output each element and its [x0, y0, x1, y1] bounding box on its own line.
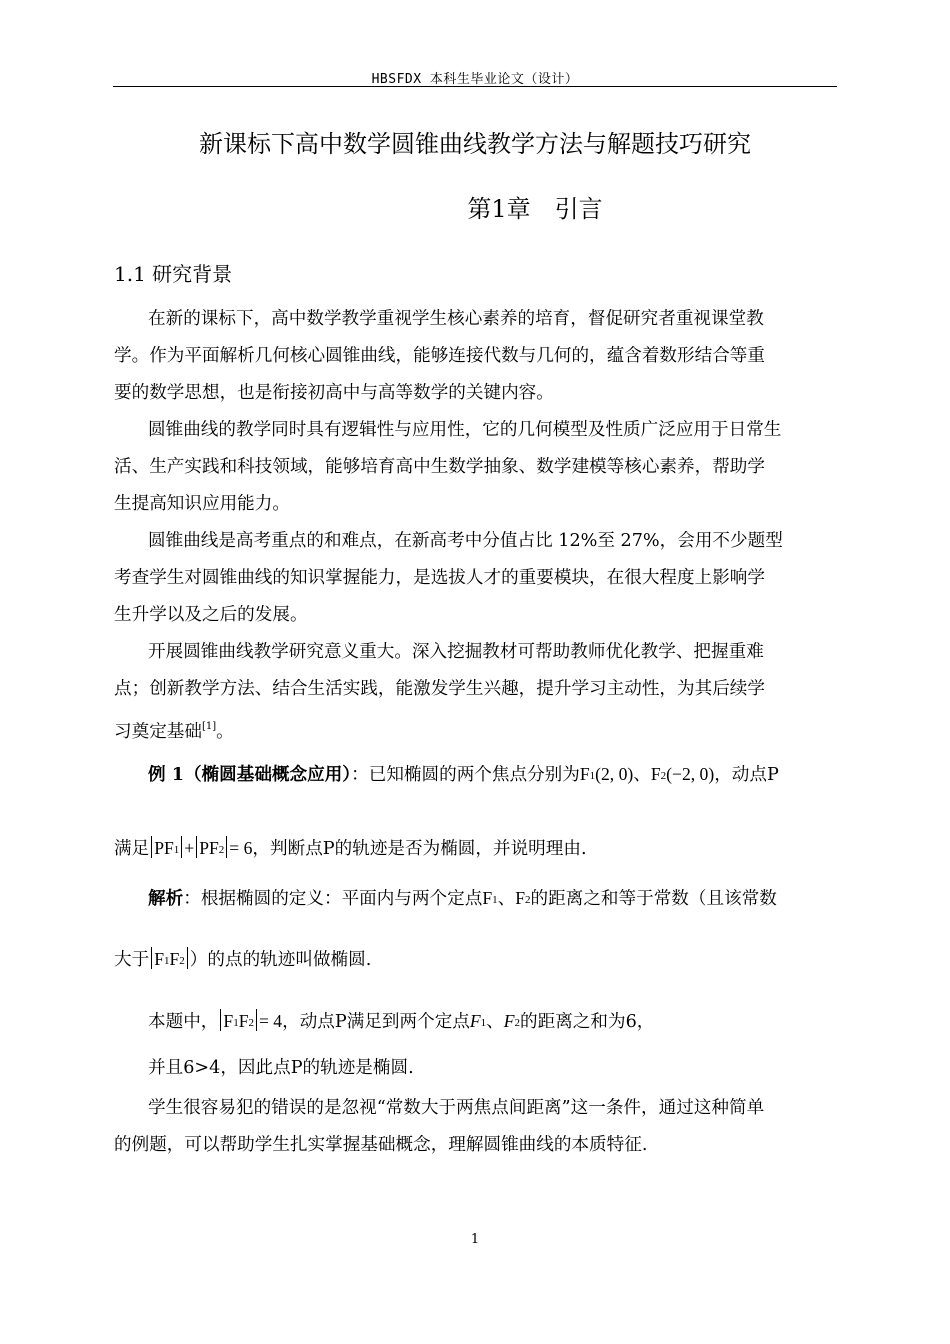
paragraph-3-line-2: 考查学生对圆锥曲线的知识掌握能力，是选拔人才的重要模块，在很大程度上影响学	[114, 568, 765, 588]
l3-if2-sub: 2	[514, 1017, 520, 1029]
closing-line-2: 的例题，可以帮助学生扎实掌握基础概念，理解圆锥曲线的本质特征.	[114, 1135, 648, 1155]
abs-bar	[226, 836, 227, 858]
closing-line-1: 学生很容易犯的错误的是忽视“常数大于两焦点间距离”这一条件，通过这种简单	[148, 1098, 765, 1118]
paragraph-1-line-2: 学。作为平面解析几何核心圆锥曲线，能够连接代数与几何的，蕴含着数形结合等重	[114, 346, 765, 366]
sol-f2: F	[515, 888, 526, 908]
page-header: HBSFDX 本科生毕业论文（设计）	[371, 72, 579, 87]
example-line-2-a: 满足	[114, 839, 150, 859]
l3-f1-sub: 1	[233, 1017, 239, 1029]
sol-f1: F	[482, 888, 493, 908]
example-sep: 、	[633, 765, 651, 785]
sol-ff-sub1: 1	[164, 955, 170, 967]
solution-line-2-a: 大于	[114, 950, 150, 970]
sol-f2-sub: 2	[525, 894, 531, 906]
example-line-2	[114, 830, 587, 869]
l3-f2: F	[238, 1011, 249, 1031]
paragraph-3-line-3: 生升学以及之后的发展。	[114, 605, 308, 625]
l3-if2: F	[503, 1011, 515, 1031]
paragraph-4-line-3	[114, 708, 234, 751]
solution-line-2-b: ）的点的轨迹叫做椭圆.	[189, 950, 372, 970]
solution-line-4: 并且6>4，因此点P的轨迹是椭圆.	[148, 1058, 414, 1078]
sum-value: = 6	[229, 838, 253, 858]
sol-ff: F	[154, 949, 164, 969]
abs-bar	[220, 1009, 221, 1031]
abs-bar	[256, 1009, 257, 1031]
example-label: 例 1（椭圆基础概念应用）	[148, 764, 352, 785]
section-heading: 1.1 研究背景	[114, 262, 233, 286]
pf2: PF	[199, 838, 219, 858]
l3-if1-sub: 1	[480, 1017, 487, 1029]
focus-f1-coord: (2, 0)	[595, 764, 634, 784]
paragraph-4-end: 。	[216, 722, 234, 742]
pf1: PF	[154, 838, 174, 858]
focus-f2-sub: 2	[660, 770, 667, 782]
citation-ref[interactable]: [1]	[201, 721, 217, 732]
pf2-sub: 2	[218, 844, 225, 856]
header-rule	[113, 86, 837, 87]
solution-colon: ：	[183, 889, 201, 909]
paragraph-3-line-1: 圆锥曲线是高考重点的和难点，在新高考中分值占比 12%至 27%，会用不少题型	[148, 531, 783, 551]
paragraph-4-text: 习奠定基础	[114, 722, 202, 742]
paragraph-2-line-2: 活、生产实践和科技领域，能够培育高中生数学抽象、数学建模等核心素养，帮助学	[114, 457, 765, 477]
example-text-2: ，动点P	[714, 765, 779, 785]
solution-sep: 、	[497, 889, 516, 909]
sol-f1-sub: 1	[492, 894, 498, 906]
solution-line-1	[148, 880, 777, 919]
paragraph-4-line-2: 点；创新教学方法、结合生活实践，能激发学生兴趣，提升学习主动性，为其后续学	[114, 679, 765, 699]
paragraph-4-line-1: 开展圆锥曲线教学研究意义重大。深入挖掘教材可帮助教师优化教学、把握重难	[148, 642, 764, 662]
l3-if1: F	[469, 1011, 481, 1031]
plus-sign: +	[184, 838, 195, 858]
paragraph-1-line-1: 在新的课标下，高中数学教学重视学生核心素养的培育，督促研究者重视课堂教	[148, 309, 764, 329]
abs-bar	[187, 947, 188, 969]
solution-line-3-a: 本题中，	[148, 1012, 219, 1032]
abs-bar	[196, 836, 197, 858]
example-colon: ：	[351, 765, 369, 785]
focus-f1: F	[579, 764, 590, 784]
l3-eq: = 4	[258, 1011, 283, 1031]
example-line-1	[148, 756, 779, 795]
example-text-1: 已知椭圆的两个焦点分别为	[368, 765, 580, 785]
abs-bar	[151, 836, 152, 858]
example-line-2-b: ，判断点P的轨迹是否为椭圆，并说明理由.	[252, 839, 587, 859]
page-number: 1	[470, 1232, 480, 1247]
l3-sep: 、	[486, 1012, 504, 1032]
paragraph-1-line-3: 要的数学思想，也是衔接初高中与高等数学的关键内容。	[114, 383, 554, 403]
chapter-heading: 第1章 引言	[467, 195, 603, 223]
solution-line-3-c: 的距离之和为6，	[520, 1012, 655, 1032]
focus-f1-sub: 1	[589, 770, 596, 782]
abs-bar	[151, 947, 152, 969]
pf1-sub: 1	[173, 844, 180, 856]
focus-f2-coord: (−2, 0)	[666, 764, 715, 784]
solution-text-1: 根据椭圆的定义：平面内与两个定点	[200, 889, 483, 909]
solution-line-2	[114, 941, 371, 980]
solution-text-2: 的距离之和等于常数（且该常数	[530, 889, 777, 909]
paragraph-2-line-3: 生提高知识应用能力。	[114, 494, 290, 514]
l3-f2-sub: 2	[248, 1017, 254, 1029]
paragraph-2-line-1: 圆锥曲线的教学同时具有逻辑性与应用性，它的几何模型及性质广泛应用于日常生	[148, 420, 782, 440]
solution-label: 解析	[148, 888, 184, 909]
sol-ff-sub2: 2	[179, 955, 185, 967]
l3-f1: F	[223, 1011, 234, 1031]
abs-bar	[181, 836, 182, 858]
focus-f2: F	[650, 764, 661, 784]
solution-line-3	[148, 1003, 654, 1042]
paper-title: 新课标下高中数学圆锥曲线教学方法与解题技巧研究	[199, 130, 751, 158]
sol-ff2: F	[169, 949, 180, 969]
solution-line-3-b: ，动点P满足到两个定点	[282, 1012, 470, 1032]
